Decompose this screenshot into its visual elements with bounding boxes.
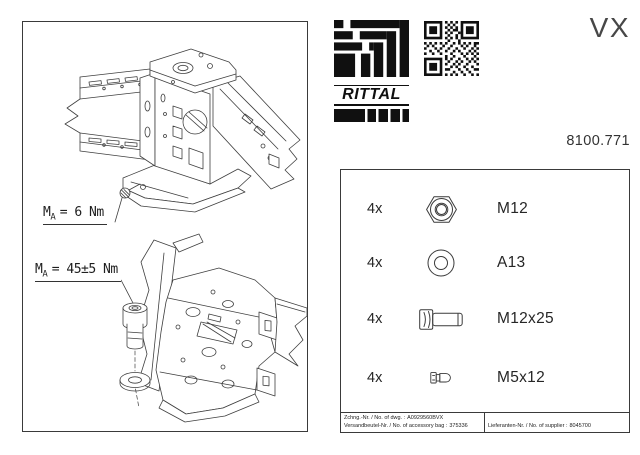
supplier-line [488, 422, 593, 430]
part-quantity: 4x [367, 370, 383, 386]
title-block-drawing-info [340, 412, 485, 433]
rittal-logo-mark [334, 20, 409, 77]
accessory-bag-line [344, 422, 481, 430]
torque-value: = 6 Nm [59, 205, 104, 220]
qr-code-icon [424, 21, 479, 76]
washer-icon [405, 249, 477, 277]
hex-nut-icon [405, 196, 477, 223]
bolt-icon [405, 309, 477, 330]
drawing-number-line [344, 414, 481, 422]
model-number: 8100.771 [566, 133, 630, 149]
torque-label-6nm [43, 205, 107, 225]
parts-row-m12x25 [341, 303, 629, 335]
drawing-number-label: Zchng.-Nr. / No. of dwg. : [344, 415, 406, 421]
rittal-logo [334, 20, 409, 122]
accessory-bag-label: Versandbeutel-Nr. / No. of accessory bag : [344, 423, 448, 429]
parts-row-m5x12 [341, 362, 629, 394]
drawing-panel [22, 21, 308, 432]
torque-subscript: A [42, 269, 48, 280]
part-quantity: 4x [367, 201, 383, 217]
torque-label-45nm [35, 262, 121, 282]
part-label: M5x12 [497, 369, 546, 386]
parts-row-a13 [341, 247, 629, 279]
part-label: M12x25 [497, 310, 554, 327]
supplier-label: Lieferanten-Nr. / No. of supplier : [488, 423, 568, 429]
torque-symbol: M [43, 205, 51, 220]
torque-value: = 45±5 Nm [51, 262, 118, 277]
torque-subscript: A [50, 212, 56, 223]
title-block-supplier-info [484, 412, 630, 433]
parts-list-box [340, 169, 630, 413]
accessory-bag-value: 375336 [449, 423, 468, 429]
logo-barcode-bar [334, 109, 409, 122]
parts-row-m12 [341, 193, 629, 225]
screw-icon [405, 371, 477, 385]
part-quantity: 4x [367, 255, 383, 271]
part-quantity: 4x [367, 311, 383, 327]
drawing-number-value: A0929560BVX [407, 415, 444, 421]
brand-wordmark: RITTAL [334, 85, 409, 106]
part-label: M12 [497, 200, 529, 217]
assembly-illustrations [23, 22, 307, 431]
torque-symbol: M [35, 262, 43, 277]
supplier-value: 8045700 [569, 423, 591, 429]
part-label: A13 [497, 254, 526, 271]
series-title: VX [589, 12, 630, 43]
